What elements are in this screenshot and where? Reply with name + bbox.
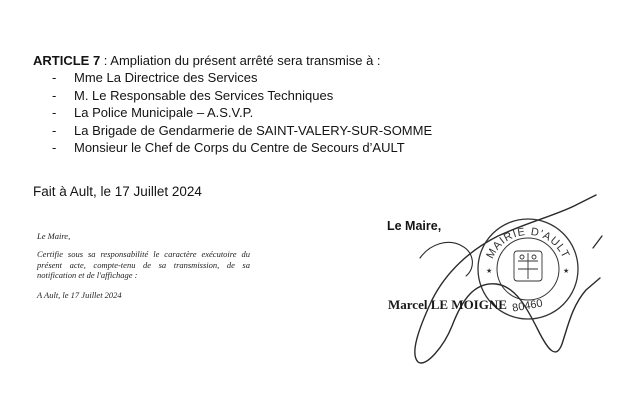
list-item: - Mme La Directrice des Services [52,70,258,85]
certification-place-date: A Ault, le 17 Juillet 2024 [37,290,122,301]
list-item: - La Brigade de Gendarmerie de SAINT-VALERY-SUR-SOMME [52,122,433,138]
list-marker: - [52,87,57,103]
article-text: : Ampliation du présent arrêté sera transmise à : [100,53,381,68]
list-marker: - [52,140,57,156]
list-item: - Monsieur le Chef de Corps du Centre de Secours d’AULT [52,140,405,156]
certification-block [37,231,250,300]
stamp-arc-text: MAIRIE D'AULT [484,225,572,261]
recipient-list [52,69,432,157]
article-7 [33,52,593,69]
article-label: ARTICLE 7 [33,53,101,68]
list-marker: - [52,70,57,85]
signed-place-date: Fait à Ault, le 17 Juillet 2024 [33,184,202,199]
list-marker: - [52,122,57,138]
mayor-title: Le Maire, [387,219,442,233]
list-item: - M. Le Responsable des Services Techniques [52,87,334,103]
svg-text:★: ★ [486,267,493,275]
stamp-postcode: 80460 [511,297,544,315]
list-marker: - [52,105,57,121]
certification-heading: Le Maire, [37,231,71,241]
list-item: - La Police Municipale – A.S.V.P. [52,105,254,121]
mayor-name: Marcel LE MOIGNE [388,297,507,312]
svg-text:★: ★ [563,267,570,275]
certification-body: Certifie sous sa responsabilité le caractère exécutoire du présent acte, compte-tenu de sa transmission, de sa notification et de l'affichage : [37,249,250,280]
stamp-emblem [514,251,542,281]
